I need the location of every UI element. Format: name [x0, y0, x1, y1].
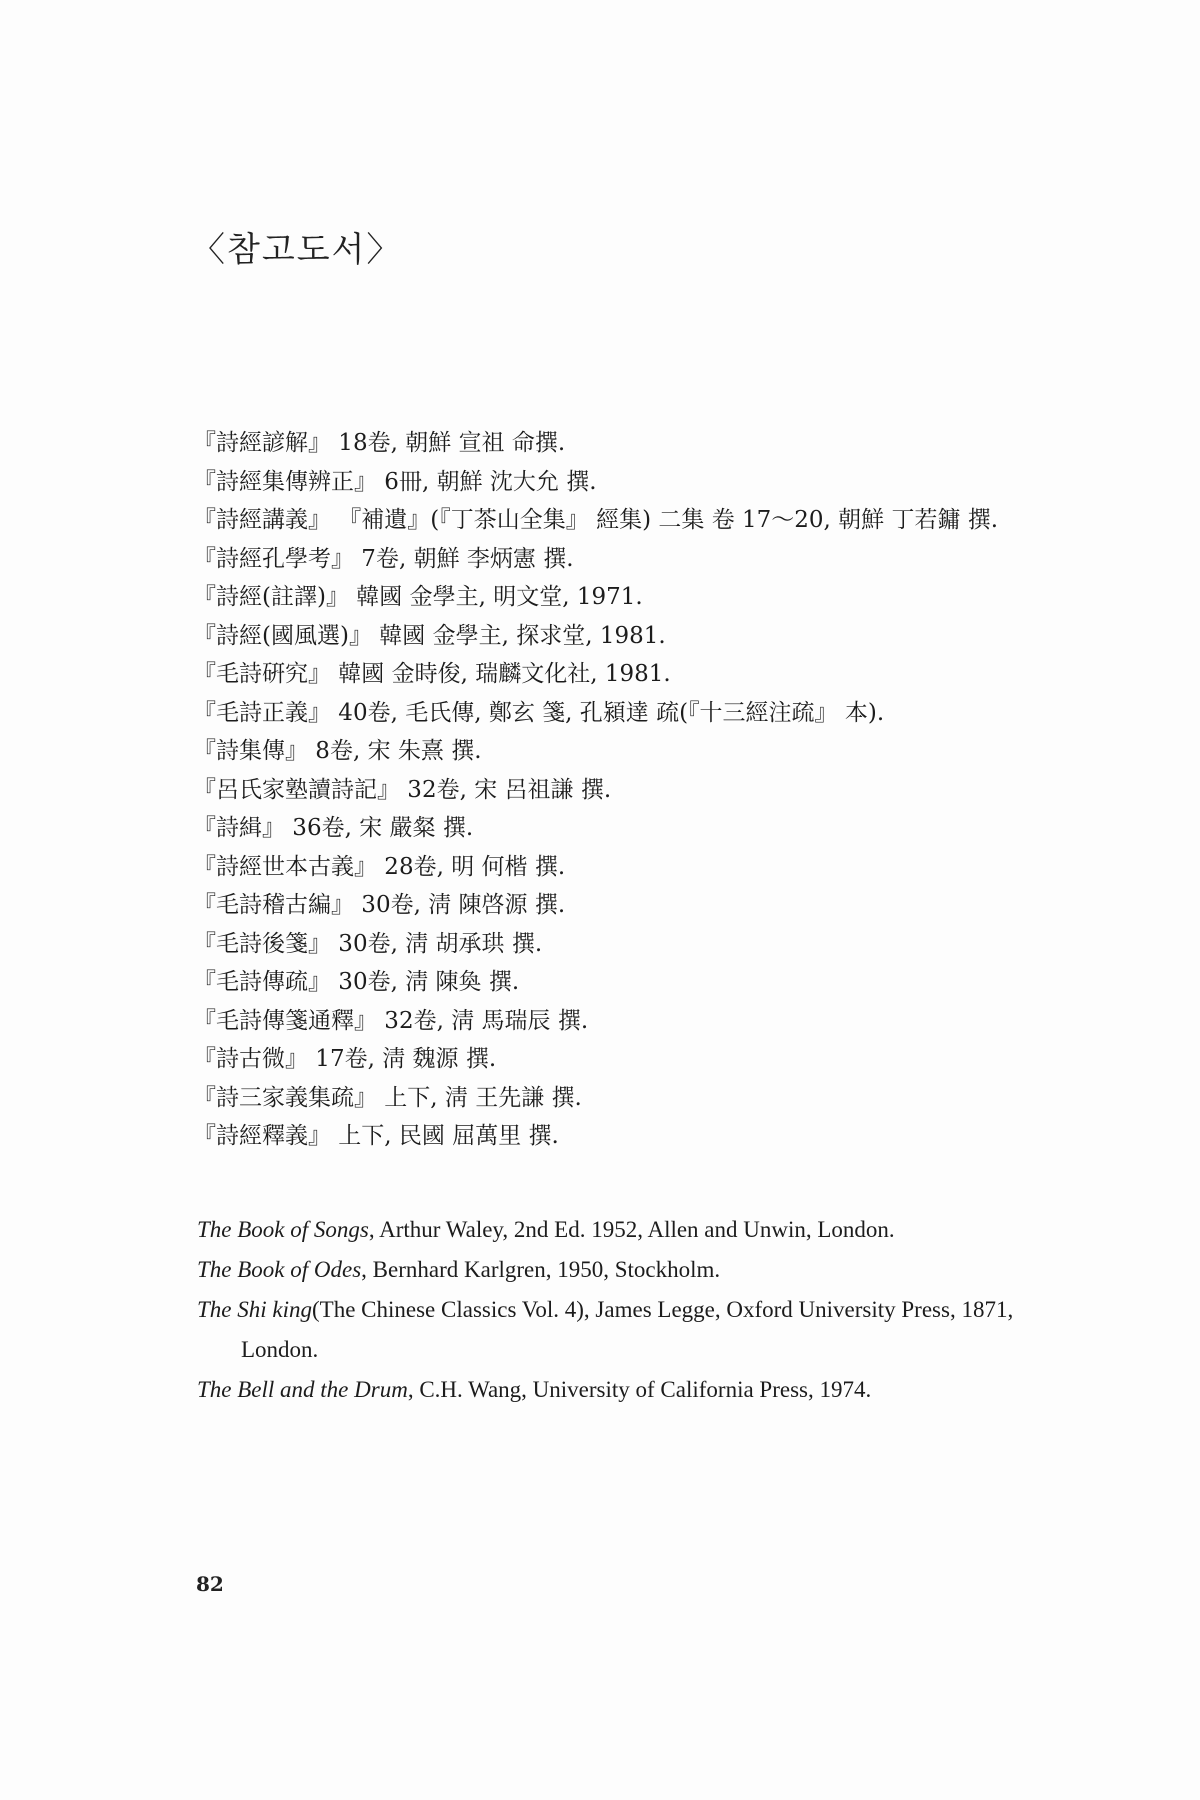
- reference-entry: 『詩經集傳辨正』 6冊, 朝鮮 沈大允 撰.: [193, 468, 597, 495]
- book-title: The Bell and the Drum: [197, 1377, 408, 1402]
- reference-entry: 『毛詩傳疏』 30卷, 淸 陳奐 撰.: [193, 969, 520, 995]
- reference-entry: 『詩經孔學考』 7卷, 朝鮮 李炳憲 撰.: [193, 545, 574, 572]
- reference-entry: 『詩三家義集疏』 上下, 淸 王先謙 撰.: [193, 1084, 582, 1111]
- reference-entry: 『詩古微』 17卷, 淸 魏源 撰.: [193, 1046, 497, 1072]
- book-details: , Bernhard Karlgren, 1950, Stockholm.: [361, 1257, 721, 1282]
- reference-entry: 『詩經世本古義』 28卷, 明 何楷 撰.: [193, 853, 566, 880]
- east-asian-reference-list: [193, 424, 1053, 1156]
- western-reference-entry: [197, 1290, 1017, 1370]
- book-details: (The Chinese Classics Vol. 4), James Legge, Oxford University Press, 1871, London.: [241, 1297, 1014, 1362]
- reference-entry: 『毛詩傳箋通釋』 32卷, 淸 馬瑞辰 撰.: [193, 1007, 589, 1034]
- reference-entry: 『詩集傳』 8卷, 宋 朱熹 撰.: [193, 738, 482, 764]
- reference-entry: 『詩經講義』 『補遺』(『丁茶山全集』 經集) 二集 卷 17～20, 朝鮮 丁若鏞 撰.: [193, 507, 999, 533]
- reference-entry: 『詩緝』 36卷, 宋 嚴粲 撰.: [193, 815, 474, 841]
- reference-entry: 『毛詩稽古編』 30卷, 淸 陳啓源 撰.: [193, 892, 566, 918]
- section-heading: 〈참고도서〉: [191, 230, 403, 270]
- reference-entry: 『詩經釋義』 上下, 民國 屈萬里 撰.: [193, 1123, 559, 1149]
- reference-entry: 『詩經(註譯)』 韓國 金學主, 明文堂, 1971.: [193, 584, 643, 610]
- reference-entry: 『呂氏家塾讀詩記』 32卷, 宋 呂祖謙 撰.: [193, 776, 612, 803]
- western-reference-entry: [197, 1370, 1017, 1410]
- page-number: 82: [196, 1572, 224, 1596]
- reference-entry: 『毛詩正義』 40卷, 毛氏傳, 鄭玄 箋, 孔潁達 疏(『十三經注疏』 本).: [193, 699, 885, 726]
- book-details: , C.H. Wang, University of California Press, 1974.: [407, 1377, 872, 1402]
- book-details: , Arthur Waley, 2nd Ed. 1952, Allen and Unwin, London.: [368, 1217, 895, 1242]
- book-title: The Shi king: [197, 1297, 312, 1322]
- book-title: The Book of Odes: [197, 1257, 362, 1282]
- book-title: The Book of Songs: [197, 1217, 369, 1242]
- reference-entry: 『詩經(國風選)』 韓國 金學主, 探求堂, 1981.: [193, 622, 666, 649]
- western-reference-entry: [197, 1210, 1017, 1250]
- reference-entry: 『毛詩硏究』 韓國 金時俊, 瑞麟文化社, 1981.: [193, 661, 671, 687]
- reference-entry: 『詩經諺解』 18卷, 朝鮮 宣祖 命撰.: [193, 430, 566, 456]
- western-reference-entry: [197, 1250, 1017, 1290]
- reference-entry: 『毛詩後箋』 30卷, 淸 胡承珙 撰.: [193, 930, 543, 957]
- western-reference-list: [197, 1210, 1017, 1410]
